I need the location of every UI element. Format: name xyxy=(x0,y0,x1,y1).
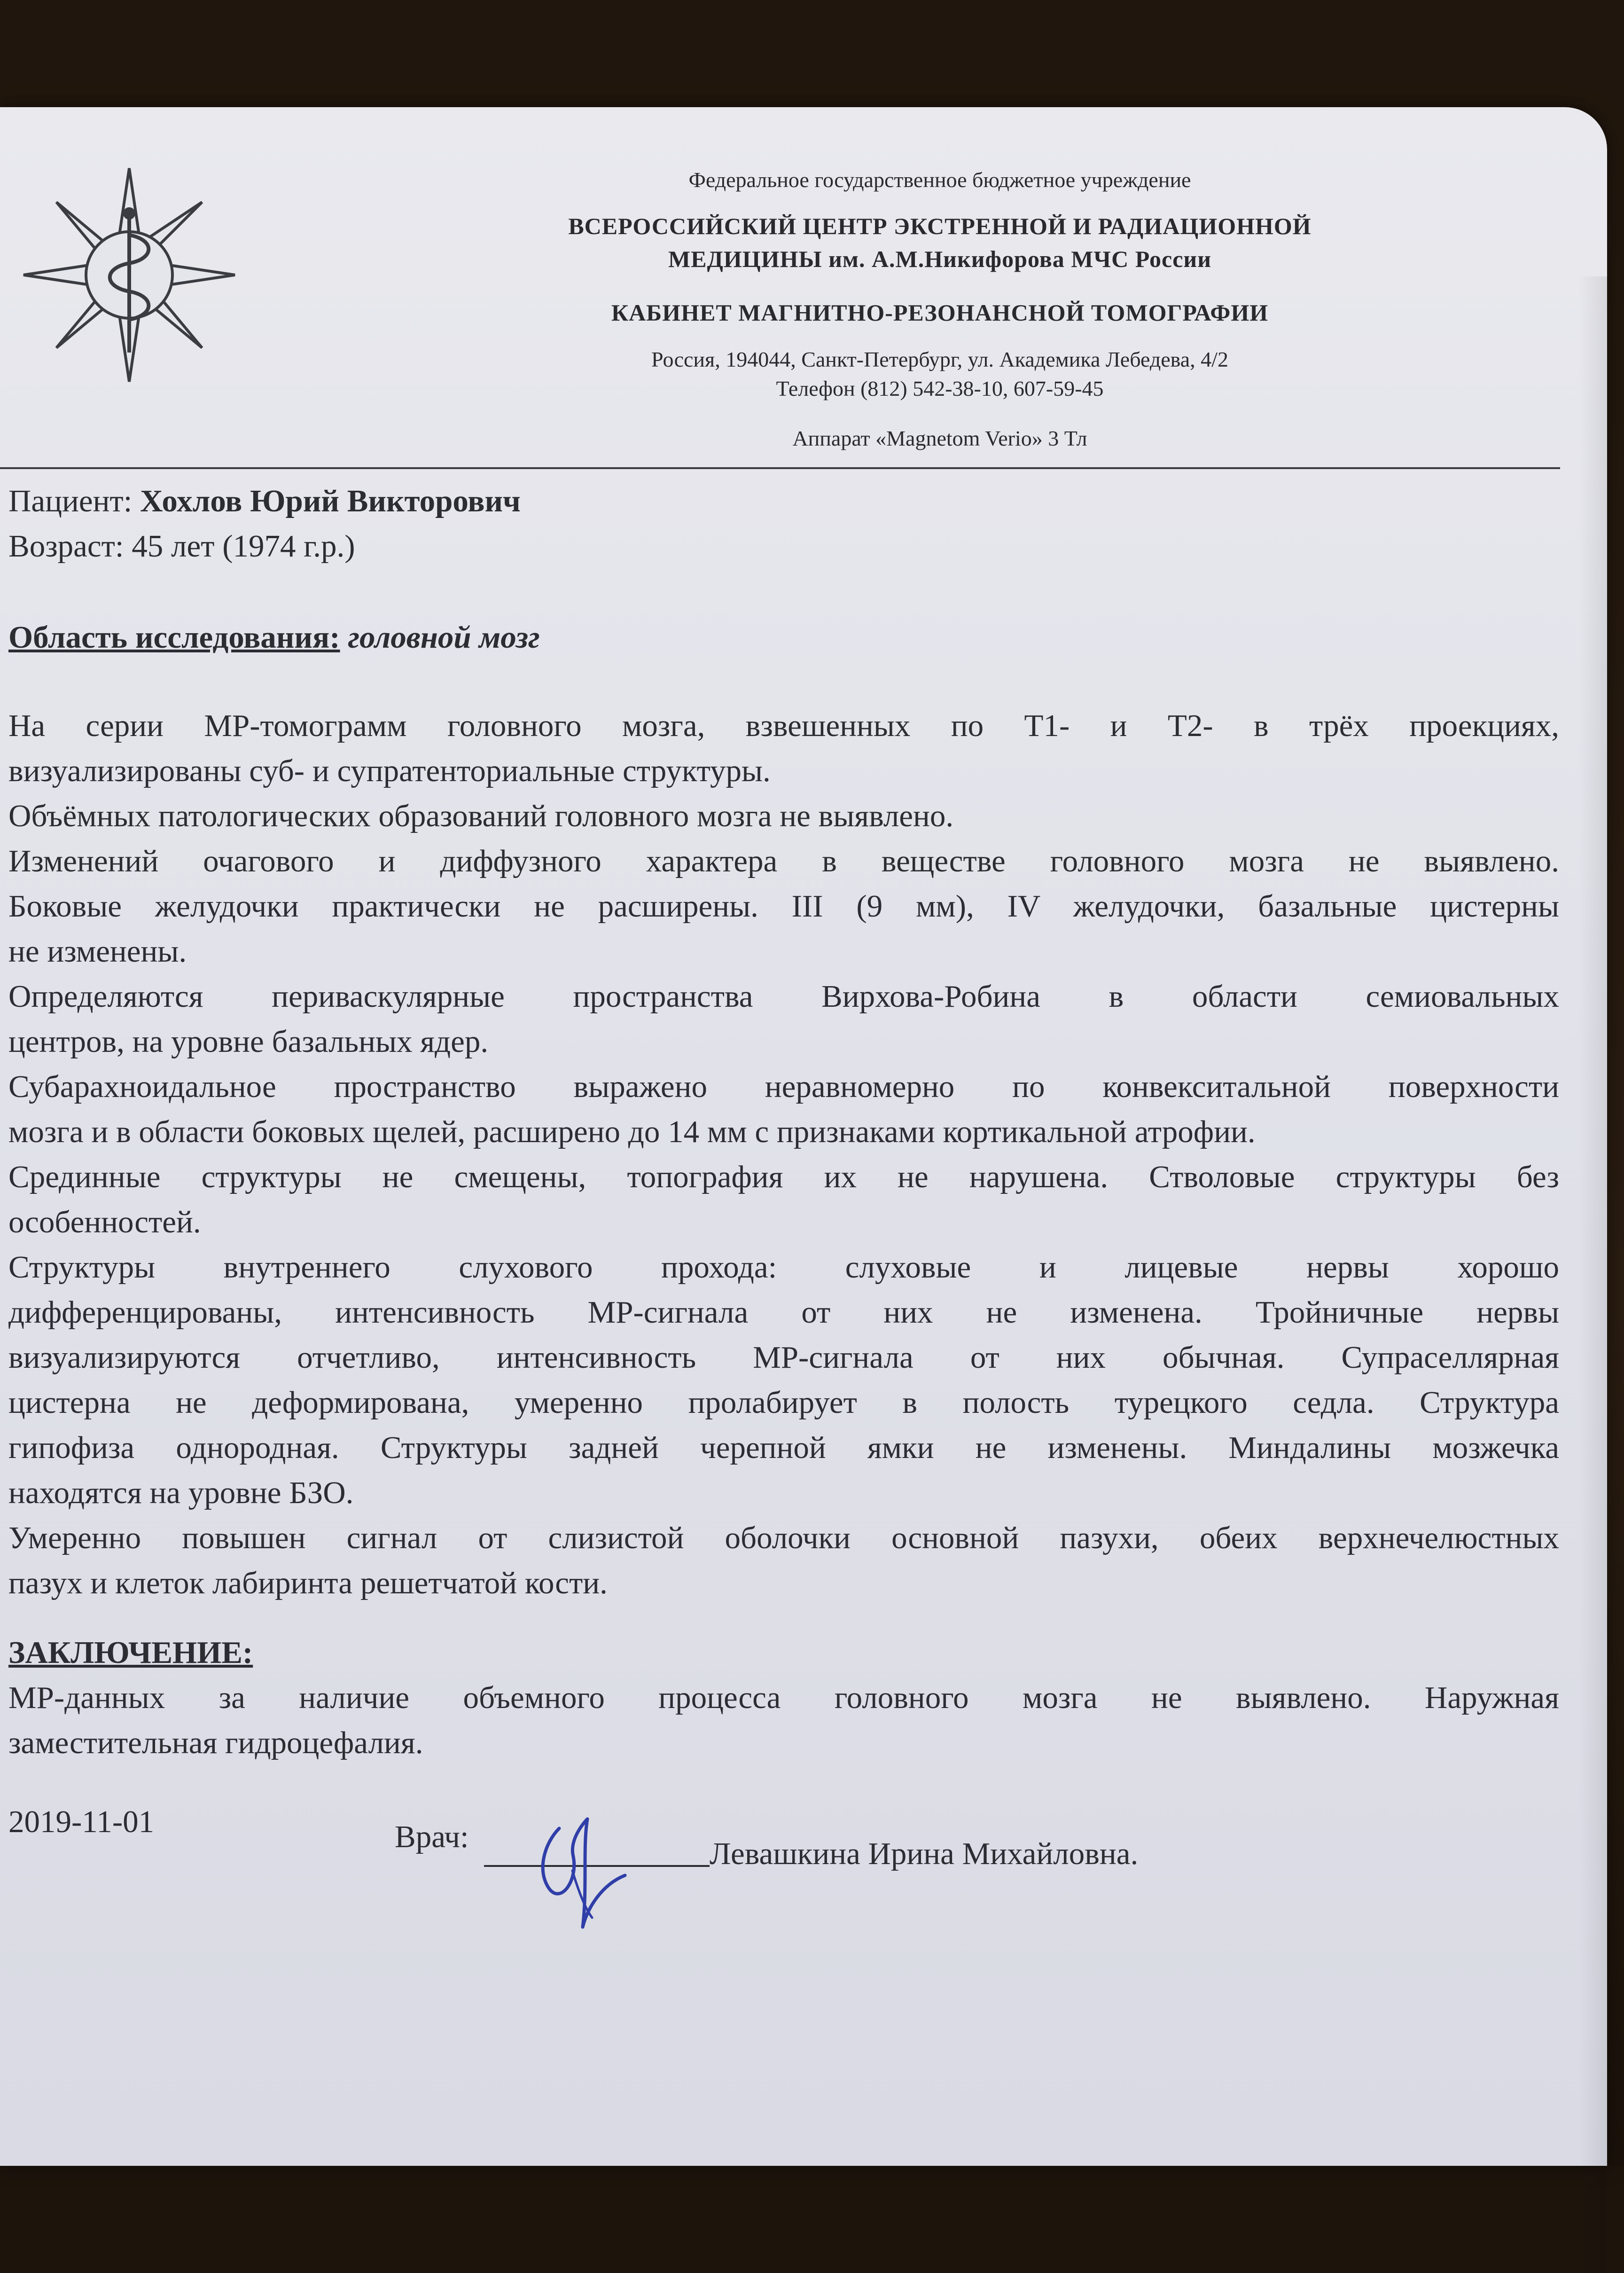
findings-line: центров, на уровне базальных ядер. xyxy=(8,1024,489,1059)
star-caduceus-icon xyxy=(19,165,240,385)
findings-line: визуализированы суб- и супратенториальные структуры. xyxy=(8,753,771,788)
patient-age: Возраст: 45 лет (1974 г.р.) xyxy=(8,529,355,564)
page-edge-shadow xyxy=(1579,276,1607,2273)
institution-type: Федеральное государственное бюджетное учреждение xyxy=(688,168,1191,192)
findings-line: особенностей. xyxy=(8,1205,201,1239)
header-divider xyxy=(0,467,1560,469)
device: Аппарат «Magnetom Verio» 3 Тл xyxy=(792,426,1087,450)
conclusion-line: заместительная гидроцефалия. xyxy=(8,1725,423,1760)
phone: Телефон (812) 542-38-10, 607-59-45 xyxy=(776,376,1104,400)
findings-line: Изменений очагового и диффузного характера в веществе головного мозга не выявлено. xyxy=(8,844,1559,878)
findings-line: Определяются периваскулярные пространства Вирхова-Робина в области семиовальных xyxy=(8,979,1559,1014)
patient-label: Пациент: xyxy=(8,484,133,518)
doctor-name: Левашкина Ирина Михайловна. xyxy=(710,1836,1139,1871)
study-value: головной мозг xyxy=(348,620,540,655)
findings-line: Структуры внутреннего слухового прохода: слуховые и лицевые нервы хорошо xyxy=(8,1250,1559,1285)
findings-line: Объёмных патологических образований головного мозга не выявлено. xyxy=(8,799,954,833)
findings-line: Субарахноидальное пространство выражено неравномерно по конвекситальной поверхности xyxy=(8,1069,1559,1104)
findings-line: мозга и в области боковых щелей, расширено до 14 мм с признаками кортикальной атрофии. xyxy=(8,1114,1256,1149)
findings-line: находятся на уровне БЗО. xyxy=(8,1475,354,1510)
findings-line: Срединные структуры не смещены, топография их не нарушена. Стволовые структуры без xyxy=(8,1160,1559,1194)
address: Россия, 194044, Санкт-Петербург, ул. Академика Лебедева, 4/2 xyxy=(651,347,1228,371)
patient-name: Хохлов Юрий Викторович xyxy=(140,484,521,518)
findings-line: визуализируются отчетливо, интенсивность МР-сигнала от них обычная. Супраселлярная xyxy=(8,1340,1559,1375)
patient-line xyxy=(8,478,1559,524)
findings-section xyxy=(8,703,1559,1606)
findings-line: пазух и клеток лабиринта решетчатой кости. xyxy=(8,1566,608,1600)
center-name-line2: МЕДИЦИНЫ им. А.М.Никифорова МЧС России xyxy=(668,246,1212,272)
findings-line: Боковые желудочки практически не расширены. III (9 мм), IV желудочки, базальные цистерны xyxy=(8,889,1559,924)
conclusion-heading: ЗАКЛЮЧЕНИЕ: xyxy=(8,1635,253,1670)
findings-line: дифференцированы, интенсивность МР-сигнала от них не изменена. Тройничные нервы xyxy=(8,1295,1559,1330)
conclusion-section xyxy=(8,1630,1559,1765)
findings-line: цистерна не деформирована, умеренно пролабирует в полость турецкого седла. Структура xyxy=(8,1385,1559,1420)
findings-line: Умеренно повышен сигнал от слизистой оболочки основной пазухи, обеих верхнечелюстных xyxy=(8,1521,1559,1555)
department-name: КАБИНЕТ МАГНИТНО-РЕЗОНАНСНОЙ ТОМОГРАФИИ xyxy=(611,299,1269,326)
conclusion-line: МР-данных за наличие объемного процесса головного мозга не выявлено. Наружная xyxy=(8,1680,1559,1715)
patient-block xyxy=(8,478,1559,569)
findings-line: не изменены. xyxy=(8,934,187,969)
study-area xyxy=(8,615,1559,660)
report-date: 2019-11-01 xyxy=(8,1804,155,1839)
findings-line: гипофиза однородная. Структуры задней черепной ямки не изменены. Миндалины мозжечка xyxy=(8,1430,1559,1465)
doctor-label: Врач: xyxy=(395,1819,469,1854)
study-label: Область исследования: xyxy=(8,620,340,655)
center-name-line1: ВСЕРОССИЙСКИЙ ЦЕНТР ЭКСТРЕННОЙ И РАДИАЦИОННОЙ xyxy=(568,213,1312,239)
handwritten-signature xyxy=(517,1800,639,1936)
findings-line: На серии МР-томограмм головного мозга, взвешенных по Т1- и Т2- в трёх проекциях, xyxy=(8,708,1559,743)
